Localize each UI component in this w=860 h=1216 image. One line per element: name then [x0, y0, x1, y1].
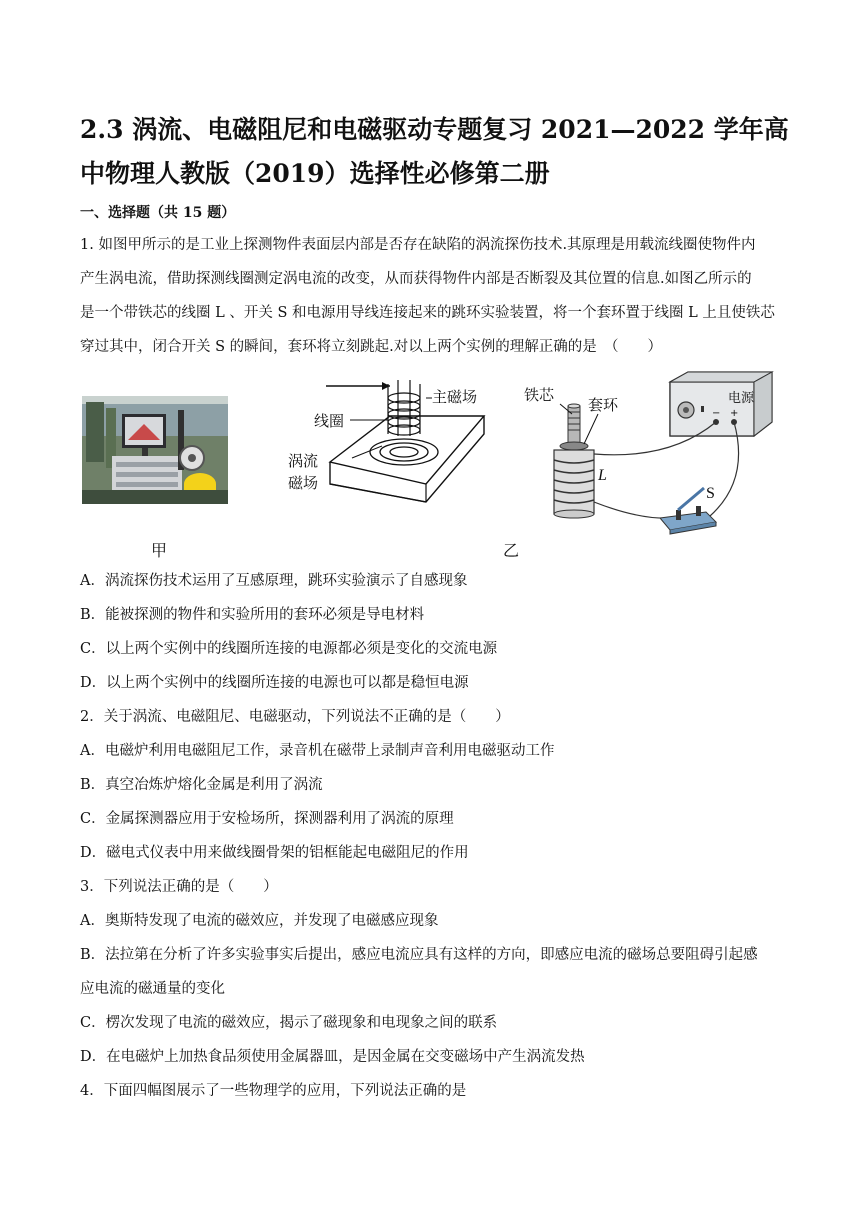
label-power: 电源: [728, 391, 755, 406]
q1-option-b: B．能被探测的物件和实验所用的套环必须是导电材料: [80, 607, 425, 623]
q3-stem: 3．下列说法正确的是（ ）: [80, 879, 278, 895]
q1-line-3: 是一个带铁芯的线圈 L 、开关 S 和电源用导线连接起来的跳环实验装置，将一个套环置于线圈 L 上且使铁芯: [80, 305, 775, 321]
label-main-field: 主磁场: [432, 388, 478, 406]
q2-option-a: A．电磁炉利用电磁阻尼工作，录音机在磁带上录制声音利用电磁驱动工作: [80, 743, 555, 759]
label-minus: −: [712, 408, 721, 419]
q1-option-c: C．以上两个实例中的线圈所连接的电源都必须是变化的交流电源: [80, 641, 498, 657]
q3-option-b: B．法拉第在分析了许多实验事实后提出，感应电流应具有这样的方向，即感应电流的磁场总要阻碍引起感: [80, 947, 758, 963]
label-coil: 线圈: [314, 412, 345, 430]
q2-option-d: D．磁电式仪表中用来做线圈骨架的铝框能起电磁阻尼的作用: [80, 845, 469, 861]
label-eddy-1: 涡流: [288, 452, 319, 470]
label-core: 铁芯: [524, 386, 555, 404]
label-eddy-2: 磁场: [288, 474, 319, 492]
q3-option-d: D．在电磁炉上加热食品须使用金属器皿，是因金属在交变磁场中产生涡流发热: [80, 1049, 585, 1065]
q3-option-b-cont: 应电流的磁通量的变化: [80, 981, 225, 997]
page-title: 2.3 涡流、电磁阻尼和电磁驱动专题复习 2021—2022 学年高中物理人教版（2019）选择性必修第二册: [80, 115, 789, 188]
figure-caption-jia: 甲: [151, 541, 168, 560]
q1-option-a: A．涡流探伤技术运用了互感原理，跳环实验演示了自感现象: [80, 573, 468, 589]
eddy-current-diagram: [286, 376, 498, 506]
label-S: S: [706, 485, 715, 502]
photo-eddy-inspection: [82, 396, 228, 504]
q1-line-1: 1. 如图甲所示的是工业上探测物件表面层内部是否存在缺陷的涡流探伤技术.其原理是用载流线圈使物件内: [80, 237, 756, 253]
q2-stem: 2．关于涡流、电磁阻尼、电磁驱动，下列说法不正确的是（ ）: [80, 709, 510, 725]
figure-caption-yi: 乙: [503, 541, 520, 560]
q1-line-2: 产生涡电流，借助探测线圈测定涡电流的改变，从而获得物件内部是否断裂及其位置的信息.如图乙所示的: [80, 271, 752, 287]
q2-option-b: B．真空冶炼炉熔化金属是利用了涡流: [80, 777, 323, 793]
label-ring: 套环: [588, 396, 619, 414]
label-plus: +: [730, 408, 739, 419]
q1-option-d: D．以上两个实例中的线圈所连接的电源也可以都是稳恒电源: [80, 675, 469, 691]
q2-option-c: C．金属探测器应用于安检场所，探测器利用了涡流的原理: [80, 811, 454, 827]
q4-stem: 4．下面四幅图展示了一些物理学的应用，下列说法正确的是: [80, 1083, 467, 1099]
q1-line-4: 穿过其中，闭合开关 S 的瞬间，套环将立刻跳起.对以上两个实例的理解正确的是 （ ）: [80, 339, 663, 355]
q3-option-a: A．奥斯特发现了电流的磁效应，并发现了电磁感应现象: [80, 913, 439, 929]
section-heading: 一、选择题（共 15 题）: [80, 205, 236, 221]
jumping-ring-diagram: [520, 370, 782, 538]
label-L: L: [598, 467, 607, 484]
q3-option-c: C．楞次发现了电流的磁效应，揭示了磁现象和电现象之间的联系: [80, 1015, 498, 1031]
